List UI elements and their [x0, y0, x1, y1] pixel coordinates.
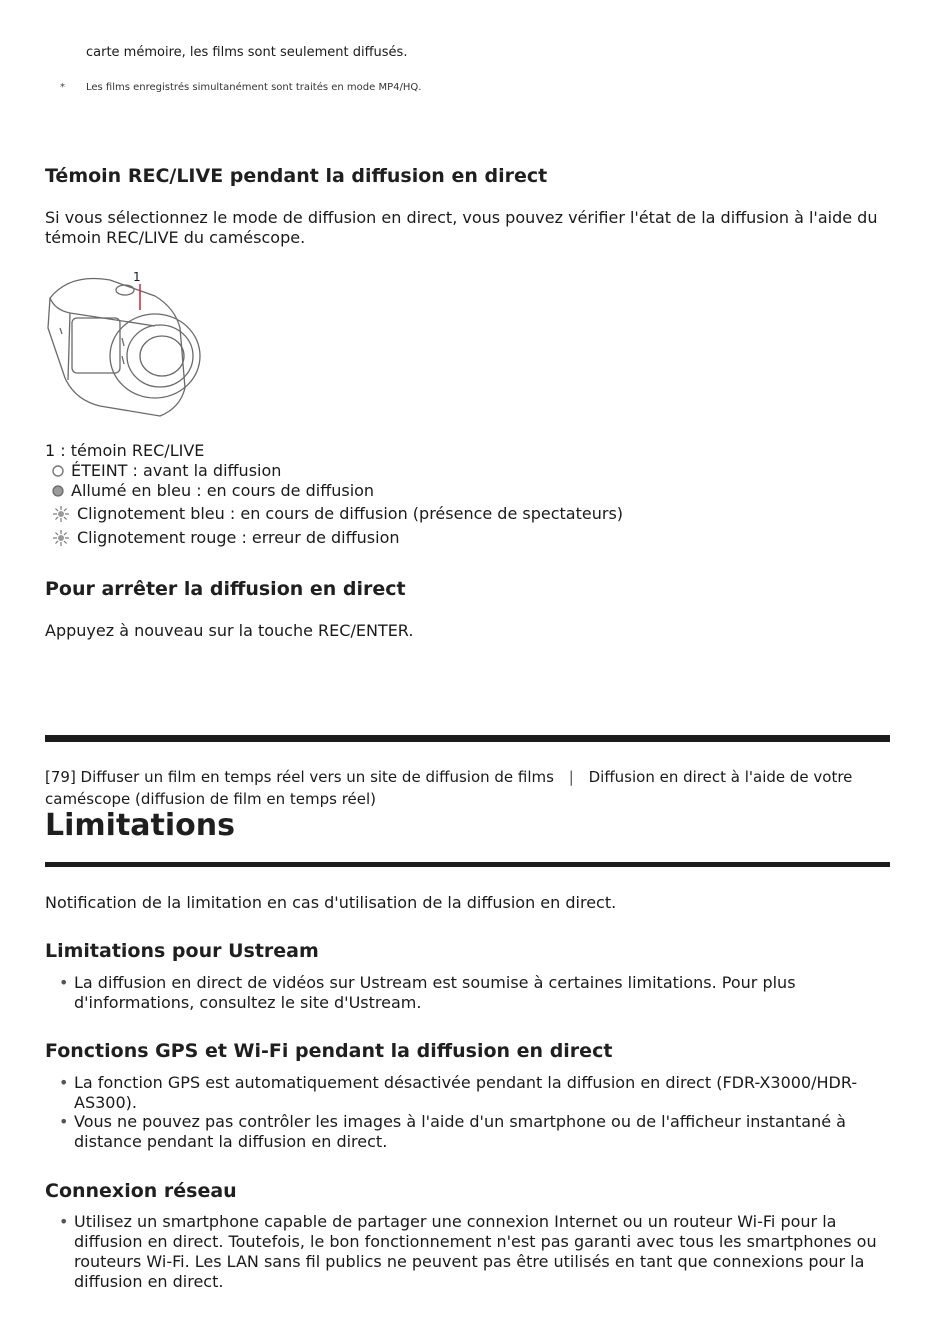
- list-item: [45, 973, 890, 1013]
- list-item: [45, 1073, 890, 1113]
- bullet-icon: •: [59, 1112, 69, 1131]
- figure-callout: 1: [133, 270, 141, 284]
- section-heading-network: Connexion réseau: [45, 1180, 237, 1202]
- continued-text: carte mémoire, les films sont seulement diffusés.: [86, 45, 408, 60]
- section-intro: Si vous sélectionnez le mode de diffusion en direct, vous pouvez vérifier l'état de la diffusion à l'aide du témoin REC/LIVE du caméscope.: [45, 208, 878, 247]
- breadcrumb-link-streaming[interactable]: [79] Diffuser un film en temps réel vers un site de diffusion de films: [45, 768, 554, 786]
- section-heading-gps-wifi: Fonctions GPS et Wi-Fi pendant la diffusion en direct: [45, 1040, 613, 1062]
- page-title: Limitations: [45, 808, 235, 843]
- breadcrumb-link-live[interactable]: Diffusion en direct à l'aide de votre caméscope (diffusion de film en temps réel): [45, 768, 853, 808]
- bullet-icon: •: [59, 1212, 69, 1231]
- section-heading-rec-live: Témoin REC/LIVE pendant la diffusion en direct: [45, 165, 548, 187]
- top-divider: [45, 735, 890, 742]
- state-text: Allumé en bleu : en cours de diffusion: [71, 481, 375, 500]
- list-item: [45, 1212, 890, 1292]
- state-text: Clignotement rouge : erreur de diffusion: [77, 528, 400, 547]
- limitations-intro: Notification de la limitation en cas d'utilisation de la diffusion en direct.: [45, 893, 617, 912]
- list-item-text: La fonction GPS est automatiquement désactivée pendant la diffusion en direct (FDR-X3000/HDR-AS300).: [74, 1073, 858, 1112]
- list-item-text: Vous ne pouvez pas contrôler les images à l'aide d'un smartphone ou de l'afficheur instantané à distance pendant la diffusion en direct.: [74, 1112, 846, 1151]
- bullet-icon: •: [59, 1073, 69, 1092]
- circle-outline-icon: [45, 464, 71, 478]
- indicator-state-off: [45, 461, 623, 481]
- section-heading-ustream: Limitations pour Ustream: [45, 940, 319, 962]
- footnote: Les films enregistrés simultanément sont traités en mode MP4/HQ.: [86, 82, 422, 93]
- title-divider: [45, 862, 890, 867]
- state-text: ÉTEINT : avant la diffusion: [71, 461, 282, 480]
- indicator-state-blink-blue: [45, 503, 623, 525]
- section-heading-stop: Pour arrêter la diffusion en direct: [45, 578, 406, 600]
- figure-legend: 1 : témoin REC/LIVE: [45, 441, 205, 460]
- circle-filled-icon: [45, 484, 71, 498]
- state-text: Clignotement bleu : en cours de diffusion (présence de spectateurs): [77, 504, 624, 523]
- indicator-state-on: [45, 481, 623, 501]
- list-item-text: Utilisez un smartphone capable de partager une connexion Internet ou un routeur Wi-Fi pour la diffusion en direct. Toutefois, le bon fonctionnement n'est pas garanti avec tous les smartphones ou routeurs Wi-Fi. Les LAN sans fil publics ne peuvent pas être utilisés en tant que connexions pour la diffusion en direct.: [74, 1212, 877, 1291]
- indicator-state-blink-red: [45, 527, 623, 549]
- list-item: [45, 1112, 890, 1152]
- breadcrumb-separator: |: [568, 768, 574, 786]
- blink-icon: [45, 529, 77, 547]
- blink-icon: [45, 505, 77, 523]
- footnote-mark: *: [60, 82, 65, 93]
- camera-illustration: [40, 268, 215, 423]
- breadcrumb: [45, 766, 885, 810]
- indicator-states: [45, 461, 623, 549]
- bullet-icon: •: [59, 973, 69, 992]
- stop-instruction: Appuyez à nouveau sur la touche REC/ENTER.: [45, 621, 414, 640]
- list-item-text: La diffusion en direct de vidéos sur Ustream est soumise à certaines limitations. Pour plus d'informations, consultez le site d'Ustream.: [74, 973, 796, 1012]
- camera-drawing-icon: [40, 268, 215, 423]
